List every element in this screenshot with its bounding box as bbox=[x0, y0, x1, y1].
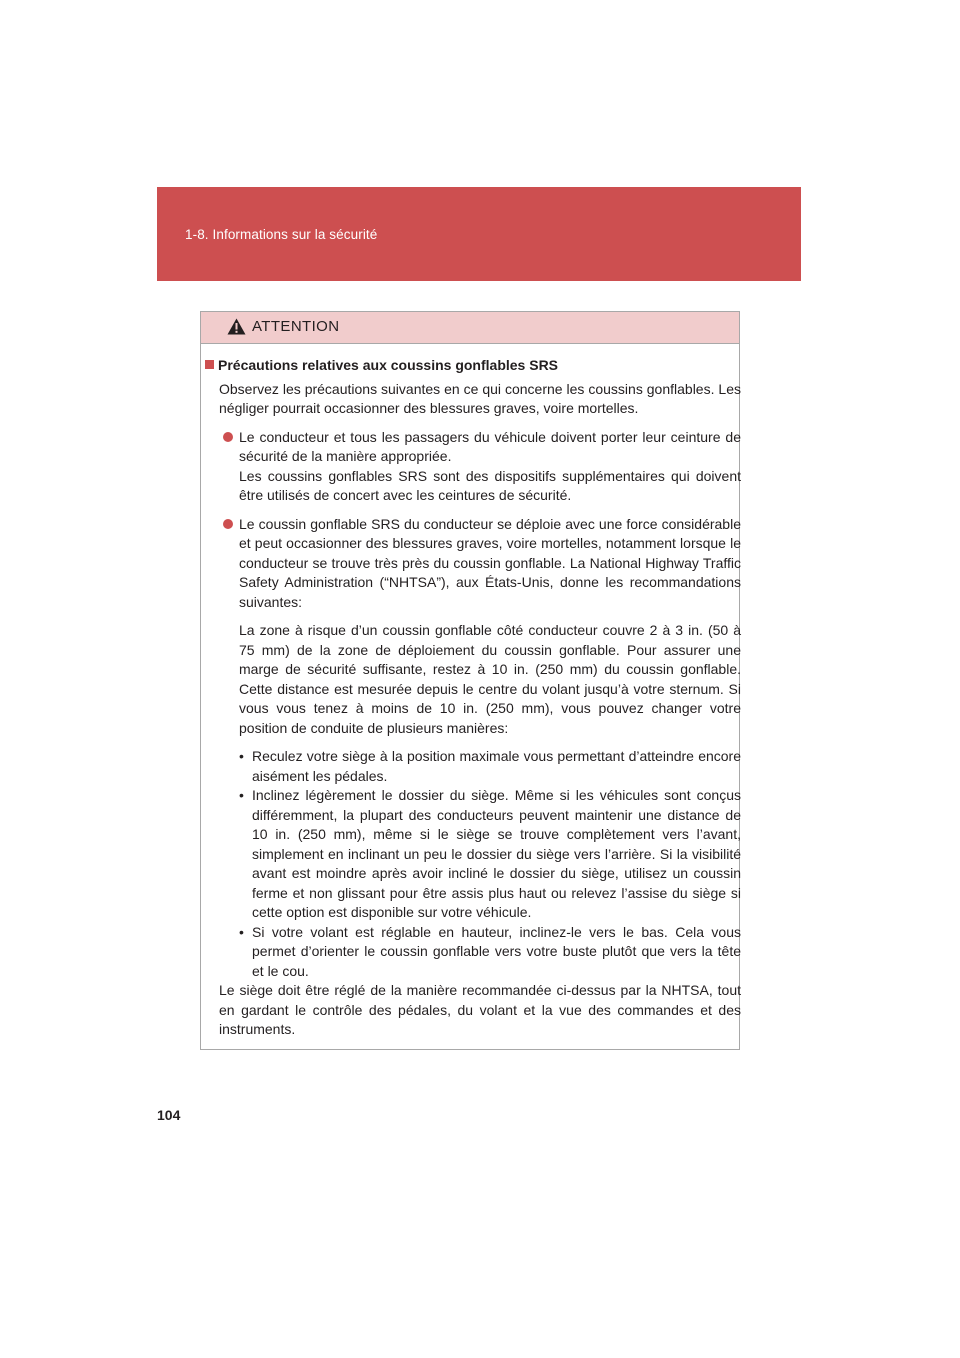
bullet-1-line-1: Le conducteur et tous les passagers du véhicule doivent porter leur ceinture de sécurité de la manière appropriée. bbox=[239, 428, 741, 464]
small-bullet-icon: • bbox=[239, 748, 244, 764]
warning-bullet-1 bbox=[239, 428, 741, 506]
sub-item-text: Reculez votre siège à la position maximale vous permettant d’atteindre encore aisément les pédales. bbox=[252, 748, 741, 784]
bullet-2-text: Le coussin gonflable SRS du conducteur se déploie avec une force considérable et peut occasionner des blessures graves, voire mortelles, notamment lorsque le conducteur se trouve très près du coussin gonflable. La National Highway Traffic Safety Administration (“NHTSA”), aux États-Unis, donne les recommandations suivantes: bbox=[239, 515, 741, 610]
round-bullet-icon bbox=[223, 519, 233, 529]
round-bullet-icon bbox=[223, 432, 233, 442]
sub-list bbox=[239, 747, 741, 981]
warning-bullet-2 bbox=[239, 515, 741, 613]
warning-box bbox=[200, 311, 740, 1050]
square-bullet-icon bbox=[205, 360, 214, 369]
warning-header bbox=[201, 312, 739, 344]
sub-item-text: Inclinez légèrement le dossier du siège. Même si les véhicules sont conçus différemment, la plupart des conducteurs peuvent maintenir une distance de 10 in. (250 mm), même si le siège se trouve complètement vers l’avant, simplement en inclinant un peu le dossier du siège vers l’arrière. Si la visibilité avant est moindre après avoir incliné le dossier du siège, utilisez un coussin ferme et non glissant pour être assis plus haut ou relevez l’assise du siège si cette option est disponible sur votre véhicule. bbox=[252, 787, 741, 920]
small-bullet-icon: • bbox=[239, 787, 244, 803]
section-title: 1-8. Informations sur la sécurité bbox=[185, 227, 378, 242]
bullet-2-detail: La zone à risque d’un coussin gonflable côté conducteur couvre 2 à 3 in. (50 à 75 mm) de la zone de déploiement du coussin gonflable. Pour assurer une marge de sécurité suffisante, restez à 10 in. (250 mm) du coussin gonflable. Cette distance est mesurée depuis le centre du volant jusqu’à votre sternum. Si vous vous tenez à moins de 10 in. (250 mm), vous pouvez changer votre position de conduite de plusieurs manières: bbox=[239, 622, 741, 736]
warning-triangle-icon bbox=[227, 318, 246, 335]
warning-subheading-text: Précautions relatives aux coussins gonflables SRS bbox=[218, 357, 559, 373]
list-item bbox=[239, 786, 741, 923]
list-item bbox=[239, 747, 741, 786]
bullet-1-line-2: Les coussins gonflables SRS sont des dispositifs supplémentaires qui doivent être utilisés de concert avec les ceintures de sécurité. bbox=[239, 467, 741, 503]
list-item bbox=[239, 923, 741, 982]
warning-subheading bbox=[205, 356, 739, 376]
warning-intro: Observez les précautions suivantes en ce qui concerne les coussins gonflables. Les négliger pourrait occasionner des blessures graves, voire mortelles. bbox=[219, 380, 741, 416]
sub-item-text: Si votre volant est réglable en hauteur, inclinez-le vers le bas. Cela vous permet d’orienter le coussin gonflable vers votre buste plutôt que vers la tête et le cou. bbox=[252, 923, 741, 979]
warning-closing: Le siège doit être réglé de la manière recommandée ci-dessus par la NHTSA, tout en gardant le contrôle des pédales, du volant et la vue des commandes et des instruments. bbox=[219, 982, 741, 1037]
page-number: 104 bbox=[157, 1107, 181, 1123]
warning-body bbox=[201, 344, 739, 1040]
small-bullet-icon: • bbox=[239, 923, 244, 940]
warning-title: ATTENTION bbox=[252, 318, 340, 335]
header-band bbox=[157, 187, 801, 281]
